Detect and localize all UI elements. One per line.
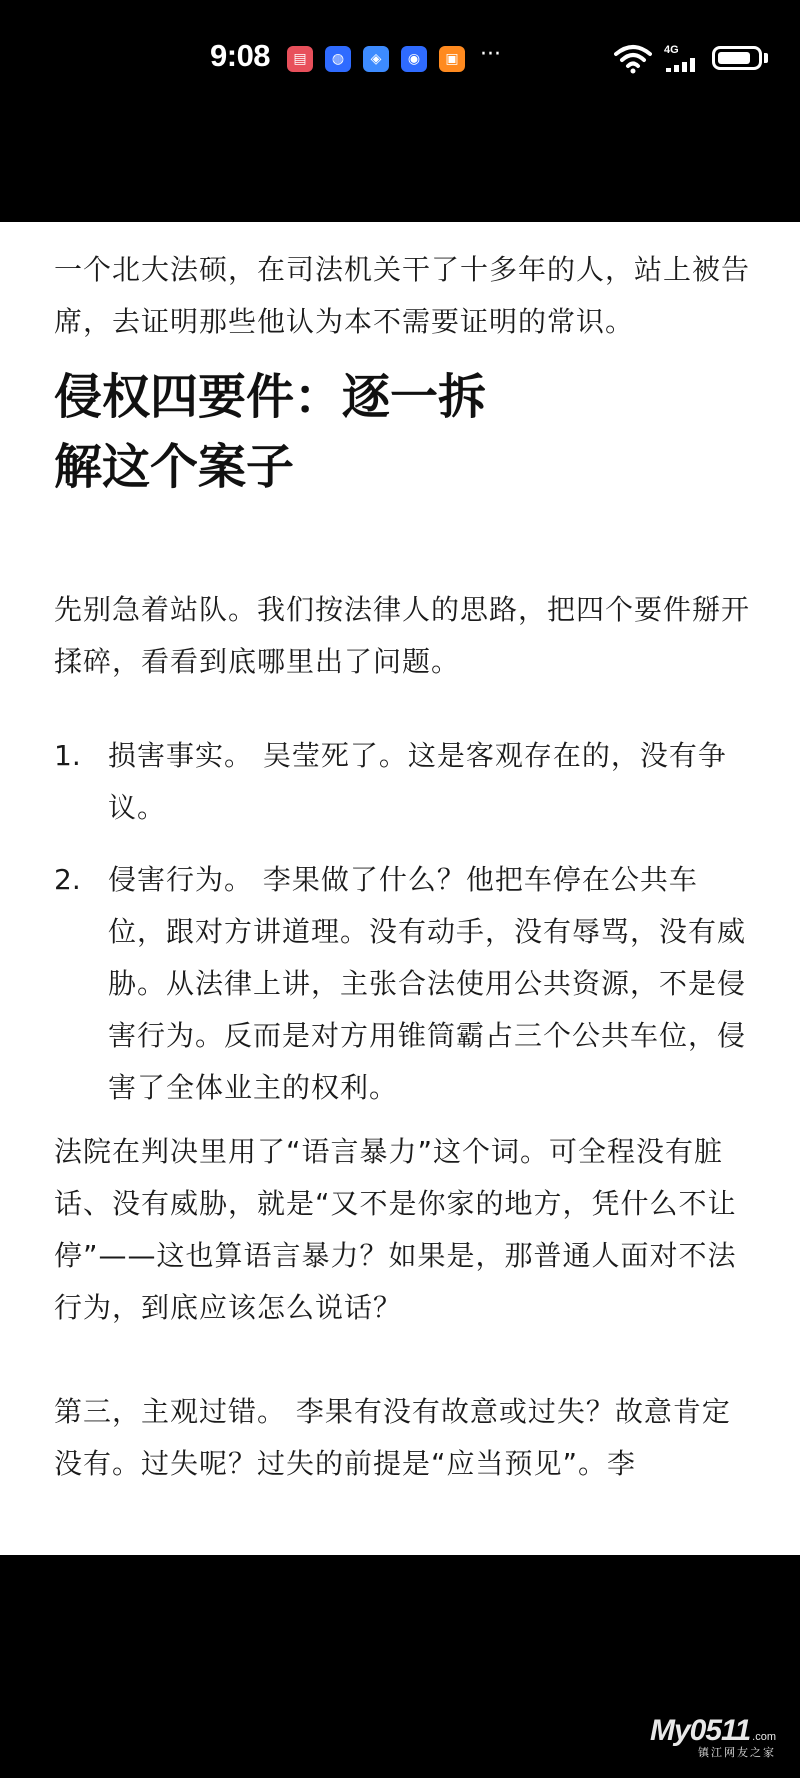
network-type-label: 4G	[664, 44, 679, 56]
paragraph-2: 法院在判决里用了“语言暴力”这个词。可全程没有脏话、没有威胁，就是“又不是你家的地方，凭什么不让停”——这也算语言暴力？如果是，那普通人面对不法行为，到底应该怎么说话？	[54, 1135, 737, 1324]
bulb-app-icon: ◉	[401, 46, 427, 72]
battery-icon	[712, 46, 762, 70]
intro-paragraph: 一个北大法硕，在司法机关干了十多年的人，站上被告席，去证明那些他认为本不需要证明的常识。	[54, 253, 751, 338]
shopping-app-icon: ▣	[439, 46, 465, 72]
list-item-text: 损害事实。 吴莹死了。这是客观存在的，没有争议。	[108, 739, 727, 824]
battery-tip	[764, 53, 768, 63]
list-item-text: 侵害行为。 李果做了什么？他把车停在公共车位，跟对方讲道理。没有动手，没有辱骂，没有威胁。从法律上讲，主张合法使用公共资源，不是侵害行为。反而是对方用锥筒霸占三个公共车位，侵害了全体业主的权利。	[108, 863, 747, 1104]
paragraph-1: 先别急着站队。我们按法律人的思路，把四个要件掰开揉碎，看看到底哪里出了问题。	[54, 593, 751, 678]
status-bar	[0, 0, 800, 222]
watermark-logo: My0511	[649, 1714, 751, 1747]
clock: 9:08	[210, 38, 271, 73]
battery-level	[718, 52, 750, 64]
site-watermark	[650, 1714, 776, 1760]
voice-app-icon: ◍	[325, 46, 351, 72]
book-app-icon: ▤	[287, 46, 313, 72]
watermark-domain: .com	[752, 1731, 776, 1743]
signal-icon	[664, 58, 700, 72]
more-notifications-icon: ···	[480, 42, 501, 67]
section-heading: 侵权四要件：逐一拆解这个案子	[54, 369, 487, 495]
paragraph-3: 第三，主观过错。 李果有没有故意或过失？故意肯定没有。过失呢？过失的前提是“应当预见”。李	[54, 1395, 731, 1480]
bottom-black-area	[0, 1555, 800, 1778]
list-item-number: 2.	[54, 863, 81, 896]
notification-icons	[287, 46, 465, 72]
wifi-icon	[614, 44, 652, 74]
browser-app-icon: ◈	[363, 46, 389, 72]
article-content	[0, 222, 800, 1555]
list-item-number: 1.	[54, 739, 81, 772]
watermark-subtitle: 镇江网友之家	[698, 1747, 776, 1759]
